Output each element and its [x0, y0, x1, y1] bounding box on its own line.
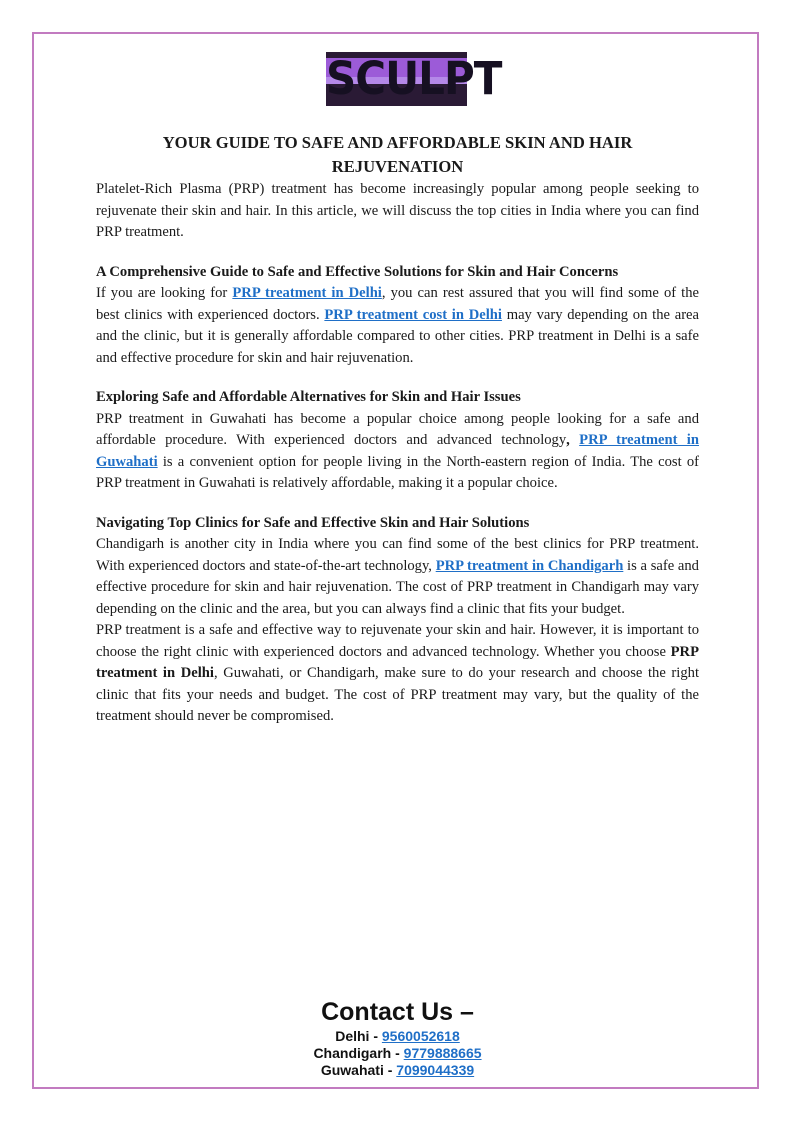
contact-line-guwahati: Guwahati - 7099044339 [320, 1062, 475, 1078]
link-prp-delhi[interactable]: PRP treatment in Delhi [232, 285, 382, 301]
link-prp-cost-delhi[interactable]: PRP treatment cost in Delhi [324, 306, 502, 323]
section2-heading: Exploring Safe and Affordable Alternatives for Skin and Hair Issues [96, 389, 521, 405]
contact-heading: Contact Us – [321, 998, 474, 1026]
contact-line-chandigarh: Chandigarh - 9779888665 [313, 1045, 482, 1061]
link-prp-chandigarh[interactable]: PRP treatment in Chandigarh [435, 557, 624, 574]
section2-paragraph: PRP treatment in Guwahati has become a popular choice among people looking for a safe and affordable procedure. With experienced doctors and advanced technology, PRP treatment in Guwahati is a convenient option for people living in the North-eastern region of India. The cost of PRP treatment in Guwahati is relatively affordable, making it a popular choice. [96, 410, 699, 491]
article [96, 131, 699, 728]
page-title: YOUR GUIDE TO SAFE AND AFFORDABLE SKIN AND HAIR REJUVENATION [162, 133, 633, 176]
section1-paragraph: If you are looking for PRP treatment in Delhi, you can rest assured that you will find some of the best clinics with experienced doctors. PRP treatment cost in Delhi may vary depending on the area and the clinic, but it is generally affordable compared to other cities. PRP treatment in Delhi is a safe and effective procedure for skin and hair rejuvenation. [96, 285, 700, 366]
conclusion-paragraph: PRP treatment is a safe and effective way to rejuvenate your skin and hair. However, it is important to choose the right clinic with experienced doctors and advanced technology. Whether you choose PRP treatment in Delhi, Guwahati, or Chandigarh, make sure to do your research and choose the right clinic that fits your needs and budget. The cost of PRP treatment may vary, but the quality of the treatment should never be compromised. [96, 622, 699, 724]
contact-section [96, 996, 699, 1079]
section3-paragraph: Chandigarh is another city in India where you can find some of the best clinics for PRP treatment. With experienced doctors and state-of-the-art technology, PRP treatment in Chandigarh is a safe and effective procedure for skin and hair rejuvenation. The cost of PRP treatment in Chandigarh may vary depending on the clinic and the area, but you can always find a clinic that fits your budget. [96, 536, 699, 617]
phone-link-guwahati[interactable]: 7099044339 [396, 1062, 475, 1078]
intro-paragraph: Platelet-Rich Plasma (PRP) treatment has become increasingly popular among people seeking to rejuvenate their skin and hair. In this article, we will discuss the top cities in India where you can find PRP treatment. [96, 181, 699, 240]
sculpt-logo [326, 52, 502, 106]
contact-line-delhi: Delhi - 9560052618 [335, 1028, 460, 1044]
section1-heading: A Comprehensive Guide to Safe and Effective Solutions for Skin and Hair Concerns [96, 263, 619, 280]
phone-link-chandigarh[interactable]: 9779888665 [403, 1045, 482, 1061]
logo-text: SCULPT [326, 52, 502, 105]
section3-heading: Navigating Top Clinics for Safe and Effective Skin and Hair Solutions [96, 514, 530, 531]
link-prp-guwahati[interactable]: PRP treatment in Guwahati [96, 432, 699, 470]
phone-link-delhi[interactable]: 9560052618 [381, 1028, 460, 1044]
